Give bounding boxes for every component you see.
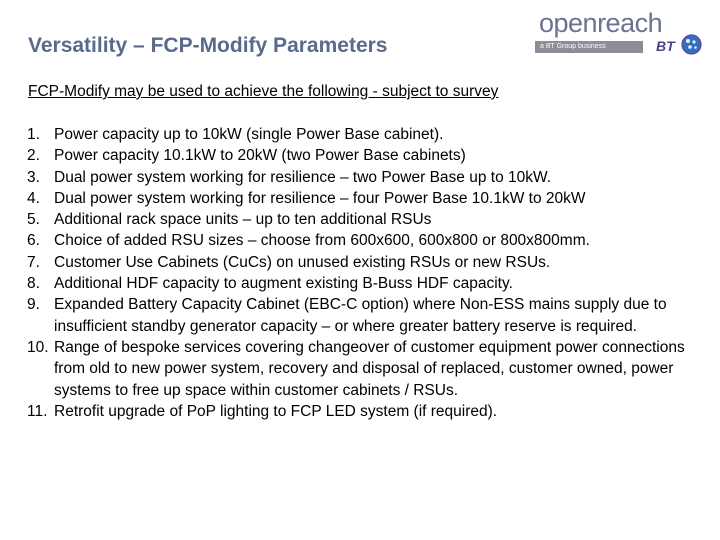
bt-globe-icon [681,34,702,55]
list-item-number: 8. [27,275,40,293]
list-item-text: Customer Use Cabinets (CuCs) on unused existing RSUs or new RSUs. [54,253,551,271]
list-item-number: 6. [27,232,40,250]
logo-bt: BT [656,38,675,54]
list-item-text: Dual power system working for resilience – two Power Base up to 10kW. [54,168,552,186]
list-item-text: Power capacity up to 10kW (single Power Base cabinet). [54,126,444,143]
list-item [27,167,707,188]
list-item-text: Range of bespoke services covering changeover of customer equipment power connections from old to new power system, recovery and disposal of replaced, customer owned, power systems to free up space within customer cabinets / RSUs. [54,338,685,399]
list-item-text: Power capacity 10.1kW to 20kW (two Power Base cabinets) [54,147,466,165]
list-item [27,273,707,294]
list-item-number: 4. [27,189,40,207]
list-item-number: 1. [27,126,40,143]
list-item-text: Dual power system working for resilience – four Power Base 10.1kW to 20kW [54,189,586,207]
list-item-number: 11. [27,402,48,420]
list-item [27,188,707,209]
logo-wordmark: openreach [539,8,663,38]
list-item [27,294,707,337]
list-item [27,145,707,166]
list-item-number: 10. [27,338,49,356]
list-item-text: Choice of added RSU sizes – choose from 600x600, 600x800 or 800x800mm. [54,232,590,250]
list-item-number: 7. [27,253,40,271]
slide-subtitle: FCP-Modify may be used to achieve the following - subject to survey [28,83,499,100]
logo-tagline: a BT Group business [535,41,643,53]
list-item-number: 2. [27,147,40,165]
list-item-text: Retrofit upgrade of PoP lighting to FCP LED system (if required). [54,402,498,420]
list-item-text: Additional rack space units – up to ten additional RSUs [54,211,432,229]
list-item-number: 9. [27,296,40,314]
list-item [27,337,707,401]
list-item-text: Additional HDF capacity to augment existing B-Buss HDF capacity. [54,275,513,293]
openreach-logo [535,8,705,56]
list-item [27,252,707,273]
list-item [27,209,707,230]
list-item [27,401,707,422]
list-item-number: 5. [27,211,40,229]
list-item-text: Expanded Battery Capacity Cabinet (EBC-C option) where Non-ESS mains supply due to insufficient standby generator capacity – or where greater battery reserve is required. [54,296,667,335]
list-item [27,124,707,145]
slide-title: Versatility – FCP-Modify Parameters [28,34,388,57]
parameter-list [27,124,707,422]
list-item-number: 3. [27,168,40,186]
list-item [27,230,707,251]
